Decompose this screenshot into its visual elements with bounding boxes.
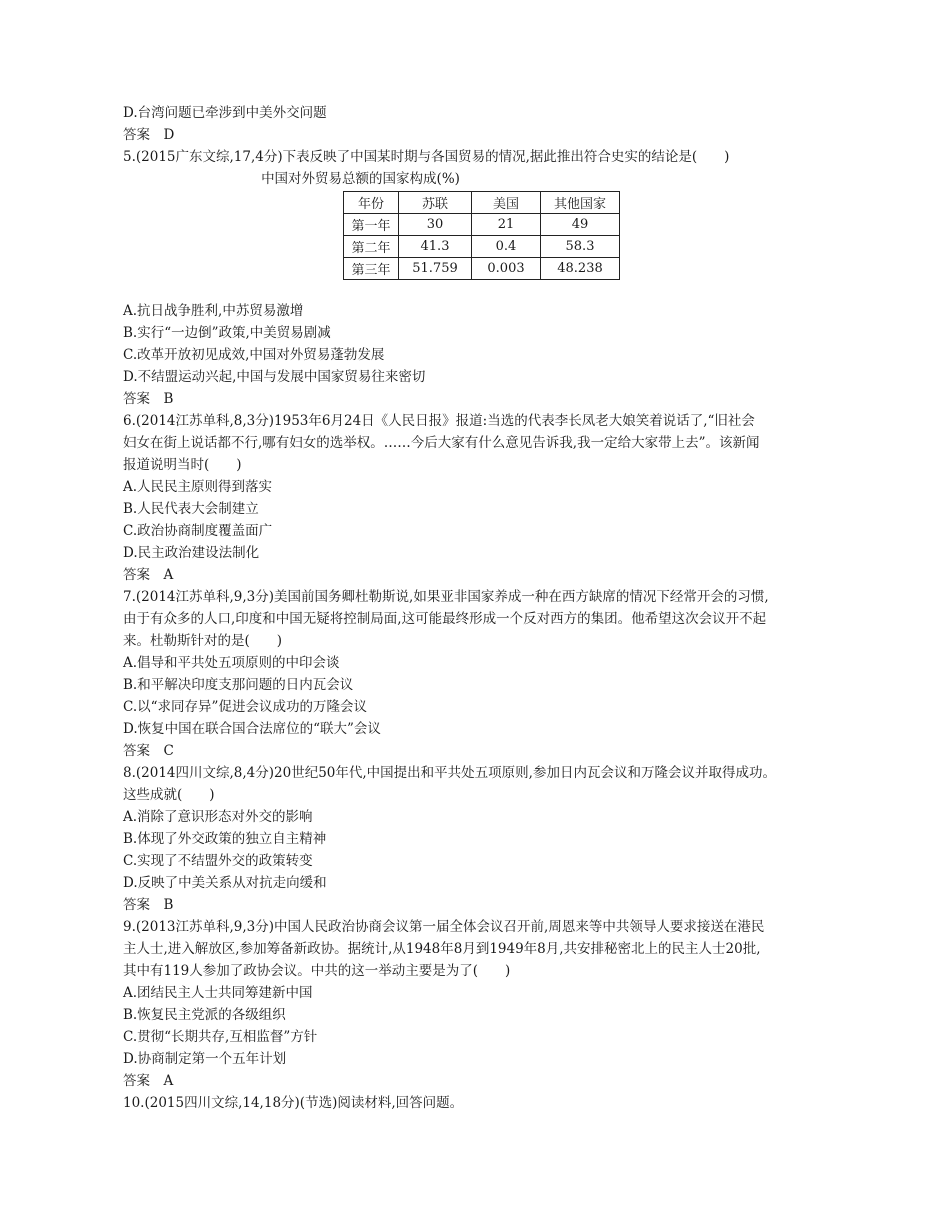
text-line: B.体现了外交政策的独立自主精神 [123, 831, 327, 847]
text-line: D.民主政治建设法制化 [123, 545, 260, 561]
text-line: 报道说明当时( ) [123, 457, 242, 473]
document-text-top [123, 102, 833, 168]
table-row [344, 236, 620, 258]
text-line: 答案 A [123, 567, 174, 583]
table-header-cell: 其他国家 [541, 192, 620, 214]
text-line: C.改革开放初见成效,中国对外贸易蓬勃发展 [123, 347, 385, 363]
table-cell: 49 [541, 214, 620, 236]
document-page [123, 102, 833, 1114]
text-line: 由于有众多的人口,印度和中国无疑将控制局面,这可能最终形成一个反对西方的集团。他希望这次会议开不起 [123, 611, 767, 627]
text-line: 6.(2014江苏单科,8,3分)1953年6月24日《人民日报》报道:当选的代表李长凤老大娘笑着说话了,“旧社会 [123, 413, 755, 429]
text-line: 这些成就( ) [123, 787, 215, 803]
table-cell: 第三年 [344, 258, 399, 280]
text-line: A.倡导和平共处五项原则的中印会谈 [123, 655, 340, 671]
table-header-cell: 苏联 [399, 192, 472, 214]
table-cell: 第二年 [344, 236, 399, 258]
text-line: 8.(2014四川文综,8,4分)20世纪50年代,中国提出和平共处五项原则,参加日内瓦会议和万隆会议并取得成功。 [123, 765, 776, 781]
text-line: 答案 D [123, 127, 175, 143]
text-line: A.团结民主人士共同筹建新中国 [123, 985, 313, 1001]
table-row [344, 214, 620, 236]
trade-table [343, 191, 620, 280]
table-cell: 0.003 [472, 258, 541, 280]
table-header-row [344, 192, 620, 214]
table-cell: 21 [472, 214, 541, 236]
table-cell: 30 [399, 214, 472, 236]
table-header-cell: 年份 [344, 192, 399, 214]
table-header-cell: 美国 [472, 192, 541, 214]
text-line: 答案 A [123, 1073, 174, 1089]
text-line: 答案 B [123, 391, 174, 407]
text-line: D.恢复中国在联合国合法席位的“联大”会议 [123, 721, 381, 737]
text-line: 来。杜勒斯针对的是( ) [123, 633, 283, 649]
table-row [344, 258, 620, 280]
text-line: D.反映了中美关系从对抗走向缓和 [123, 875, 327, 891]
text-line: A.抗日战争胜利,中苏贸易激增 [123, 303, 304, 319]
table-cell: 48.238 [541, 258, 620, 280]
text-line: C.贯彻“长期共存,互相监督”方针 [123, 1029, 318, 1045]
table-cell: 第一年 [344, 214, 399, 236]
table-cell: 51.759 [399, 258, 472, 280]
text-line: B.和平解决印度支那问题的日内瓦会议 [123, 677, 354, 693]
table-cell: 41.3 [399, 236, 472, 258]
text-line: 5.(2015广东文综,17,4分)下表反映了中国某时期与各国贸易的情况,据此推出符合史实的结论是( ) [123, 149, 730, 165]
text-line: 妇女在街上说话都不行,哪有妇女的选举权。……今后大家有什么意见告诉我,我一定给大家带上去”。该新闻 [123, 435, 760, 451]
text-line: D.不结盟运动兴起,中国与发展中国家贸易往来密切 [123, 369, 426, 385]
text-line: 7.(2014江苏单科,9,3分)美国前国务卿杜勒斯说,如果亚非国家养成一种在西方缺席的情况下经常开会的习惯, [123, 589, 769, 605]
text-line: B.人民代表大会制建立 [123, 501, 259, 517]
text-line: 其中有119人参加了政协会议。中共的这一举动主要是为了( ) [123, 963, 511, 979]
text-line: C.以“求同存异”促进会议成功的万隆会议 [123, 699, 367, 715]
text-line: B.实行“一边倒”政策,中美贸易剧减 [123, 325, 331, 341]
text-line: C.实现了不结盟外交的政策转变 [123, 853, 313, 869]
text-line: 答案 B [123, 897, 174, 913]
text-line: D.协商制定第一个五年计划 [123, 1051, 287, 1067]
text-line: 答案 C [123, 743, 174, 759]
text-line: 主人士,进入解放区,参加筹备新政协。据统计,从1948年8月到1949年8月,共安排秘密北上的民主人士20批, [123, 941, 761, 957]
table-cell: 0.4 [472, 236, 541, 258]
text-line: C.政治协商制度覆盖面广 [123, 523, 273, 539]
text-line: A.消除了意识形态对外交的影响 [123, 809, 313, 825]
table-caption: 中国对外贸易总额的国家构成(%) [261, 171, 460, 187]
text-line: D.台湾问题已牵涉到中美外交问题 [123, 105, 327, 121]
text-line: 9.(2013江苏单科,9,3分)中国人民政治协商会议第一届全体会议召开前,周恩来等中共领导人要求接送在港民 [123, 919, 765, 935]
document-text-bottom [123, 300, 833, 1114]
text-line: A.人民民主原则得到落实 [123, 479, 273, 495]
text-line: B.恢复民主党派的各级组织 [123, 1007, 286, 1023]
text-line: 10.(2015四川文综,14,18分)(节选)阅读材料,回答问题。 [123, 1095, 464, 1111]
table-cell: 58.3 [541, 236, 620, 258]
